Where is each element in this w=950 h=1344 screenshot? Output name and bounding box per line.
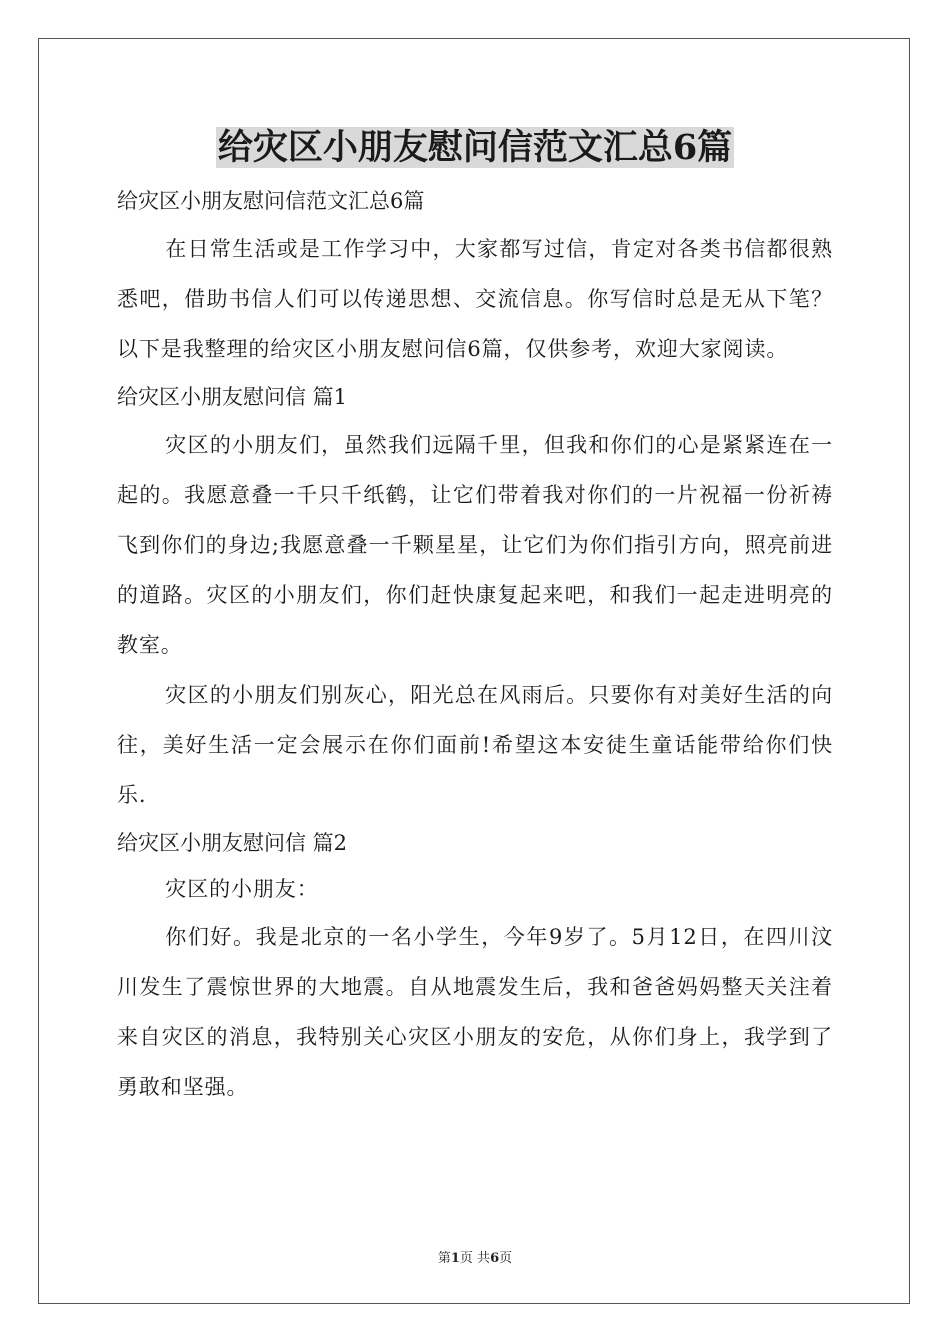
document-title xyxy=(0,124,950,172)
footer-page-total: 6 xyxy=(490,1251,500,1266)
page-footer xyxy=(0,1247,950,1266)
footer-page-prefix: 第 xyxy=(437,1251,451,1266)
section-1-paragraph-1: 灾区的小朋友们，虽然我们远隔千里，但我和你们的心是紧紧连在一起的。我愿意叠一千只千纸鹤，让它们带着我对你们的一片祝福一份祈祷飞到你们的身边;我愿意叠一千颗星星，让它们为你们指引方向，照亮前进的道路。灾区的小朋友们，你们赶快康复起来吧，和我们一起走进明亮的教室。 xyxy=(117,433,833,657)
footer-page-current: 1 xyxy=(450,1251,460,1266)
intro-paragraph: 在日常生活或是工作学习中，大家都写过信，肯定对各类书信都很熟悉吧，借助书信人们可以传递思想、交流信息。你写信时总是无从下笔？以下是我整理的给灾区小朋友慰问信6篇，仅供参考，欢迎大家阅读。 xyxy=(117,237,833,361)
section-2-heading: 给灾区小朋友慰问信 篇2 xyxy=(117,831,348,855)
document-title-text: 给灾区小朋友慰问信范文汇总6篇 xyxy=(217,127,733,168)
section-2-paragraph-1: 你们好。我是北京的一名小学生，今年9岁了。5月12日，在四川汶川发生了震惊世界的大地震。自从地震发生后，我和爸爸妈妈整天关注着来自灾区的消息，我特别关心灾区小朋友的安危，从你们身上，我学到了勇敢和坚强。 xyxy=(117,925,833,1099)
footer-page-suffix: 页 xyxy=(499,1251,513,1266)
section-1-heading: 给灾区小朋友慰问信 篇1 xyxy=(117,385,348,409)
section-1-paragraph-2: 灾区的小朋友们别灰心，阳光总在风雨后。只要你有对美好生活的向往，美好生活一定会展示在你们面前!希望这本安徒生童话能带给你们快乐. xyxy=(117,683,833,807)
section-2-salutation: 灾区的小朋友： xyxy=(165,877,319,901)
document-body xyxy=(117,178,833,1112)
document-subtitle: 给灾区小朋友慰问信范文汇总6篇 xyxy=(117,189,425,213)
footer-page-mid: 页 共 xyxy=(459,1251,491,1266)
